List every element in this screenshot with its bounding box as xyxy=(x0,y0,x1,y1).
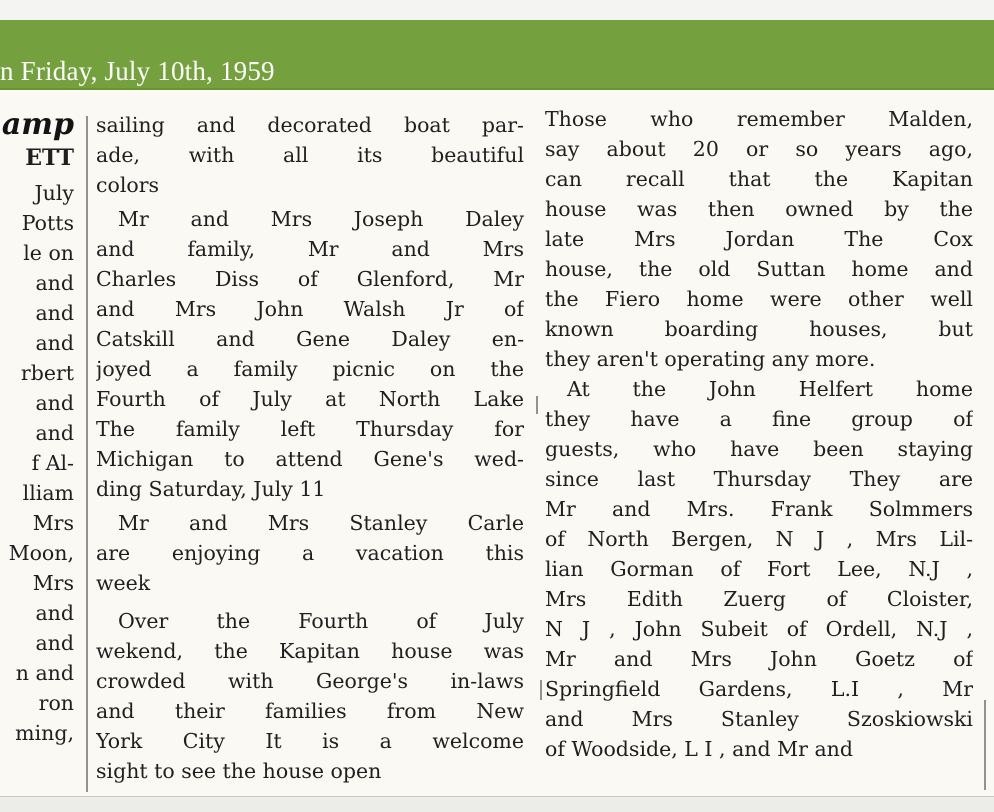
banner-date: n Friday, July 10th, 1959 xyxy=(0,56,275,86)
text-line: Mr and Mrs. Frank Solmmers xyxy=(545,497,973,521)
left-column-line: f Al- xyxy=(31,451,74,475)
middle-column xyxy=(96,110,524,786)
text-line: At the John Helfert home xyxy=(567,377,973,401)
left-column-line: Mrs xyxy=(32,571,74,595)
column-divider-2 xyxy=(536,396,538,414)
column-byline: ETT xyxy=(25,145,74,171)
article-paragraph xyxy=(96,508,524,598)
left-column-line: rbert xyxy=(20,361,74,385)
text-line: of North Bergen, N J , Mrs Lil- xyxy=(545,527,973,551)
text-line: York City It is a welcome xyxy=(96,729,524,753)
text-line: of Woodside, L I , and Mr and xyxy=(545,737,853,761)
left-column-line: Moon, xyxy=(8,541,74,565)
article-paragraph xyxy=(545,374,973,764)
text-line: wekend, the Kapitan house was xyxy=(96,639,524,663)
newspaper-clipping xyxy=(0,90,994,796)
text-line: house was then owned by the xyxy=(545,197,973,221)
left-column-line: and xyxy=(35,271,74,295)
text-line: they have a fine group of xyxy=(545,407,973,431)
left-column-line: and xyxy=(35,421,74,445)
left-column xyxy=(0,108,74,748)
text-line: guests, who have been staying xyxy=(545,437,973,461)
left-column-line: and xyxy=(35,391,74,415)
text-line: Over the Fourth of July xyxy=(118,609,524,633)
text-line: sight to see the house open xyxy=(96,759,382,783)
text-line: Mrs Edith Zuerg of Cloister, xyxy=(545,587,973,611)
text-line: they aren't operating any more. xyxy=(545,347,876,371)
article-paragraph xyxy=(96,606,524,786)
text-line: are enjoying a vacation this xyxy=(96,541,524,565)
top-strip xyxy=(0,0,994,20)
text-line: sailing and decorated boat par- xyxy=(96,113,524,137)
text-line: Charles Diss of Glenford, Mr xyxy=(96,267,524,291)
text-line: say about 20 or so years ago, xyxy=(545,137,973,161)
left-column-line: and xyxy=(35,331,74,355)
text-line: can recall that the Kapitan xyxy=(545,167,973,191)
text-line: Mr and Mrs Joseph Daley xyxy=(118,207,524,231)
column-divider-3 xyxy=(540,680,542,700)
text-line: known boarding houses, but xyxy=(545,317,973,341)
text-line: ding Saturday, July 11 xyxy=(96,477,326,501)
text-line: and Mrs Stanley Szoskiowski xyxy=(545,707,973,731)
left-column-line: n and xyxy=(15,661,74,685)
left-column-line: ming, xyxy=(15,721,74,745)
left-column-line: and xyxy=(35,631,74,655)
text-line: and family, Mr and Mrs xyxy=(96,237,524,261)
text-line: and their families from New xyxy=(96,699,524,723)
text-line: house, the old Suttan home and xyxy=(545,257,973,281)
left-column-line: and xyxy=(35,301,74,325)
left-column-line: Mrs xyxy=(32,511,74,535)
left-column-lines xyxy=(0,178,74,748)
article-paragraph xyxy=(96,110,524,200)
left-column-line: and xyxy=(35,601,74,625)
text-line: Mr and Mrs Stanley Carle xyxy=(118,511,524,535)
right-column xyxy=(545,104,973,764)
date-banner xyxy=(0,20,994,90)
text-line: Michigan to attend Gene's wed- xyxy=(96,447,524,471)
text-line: Those who remember Malden, xyxy=(545,107,973,131)
left-column-line: July xyxy=(34,181,74,205)
text-line: Catskill and Gene Daley en- xyxy=(96,327,524,351)
text-line: week xyxy=(96,571,151,595)
text-line: N J , John Subeit of Ordell, N.J , xyxy=(545,617,973,641)
left-column-line: le on xyxy=(23,241,74,265)
text-line: Mr and Mrs John Goetz of xyxy=(545,647,973,671)
left-column-line: Potts xyxy=(21,211,74,235)
column-divider-1 xyxy=(86,116,88,792)
text-line: and Mrs John Walsh Jr of xyxy=(96,297,524,321)
article-paragraph xyxy=(96,204,524,504)
text-line: late Mrs Jordan The Cox xyxy=(545,227,973,251)
right-edge-rule xyxy=(984,700,986,790)
text-line: Fourth of July at North Lake xyxy=(96,387,524,411)
left-column-line: lliam xyxy=(22,481,74,505)
left-column-line: ron xyxy=(38,691,74,715)
column-masthead: amp xyxy=(1,107,74,142)
text-line: since last Thursday They are xyxy=(545,467,973,491)
text-line: crowded with George's in-laws xyxy=(96,669,524,693)
text-line: lian Gorman of Fort Lee, N.J , xyxy=(545,557,973,581)
article-paragraph xyxy=(545,104,973,374)
text-line: the Fiero home were other well xyxy=(545,287,973,311)
text-line: ade, with all its beautiful xyxy=(96,143,524,167)
text-line: Springfield Gardens, L.I , Mr xyxy=(545,677,973,701)
text-line: joyed a family picnic on the xyxy=(96,357,524,381)
text-line: The family left Thursday for xyxy=(96,417,524,441)
bottom-strip xyxy=(0,796,994,812)
text-line: colors xyxy=(96,173,160,197)
